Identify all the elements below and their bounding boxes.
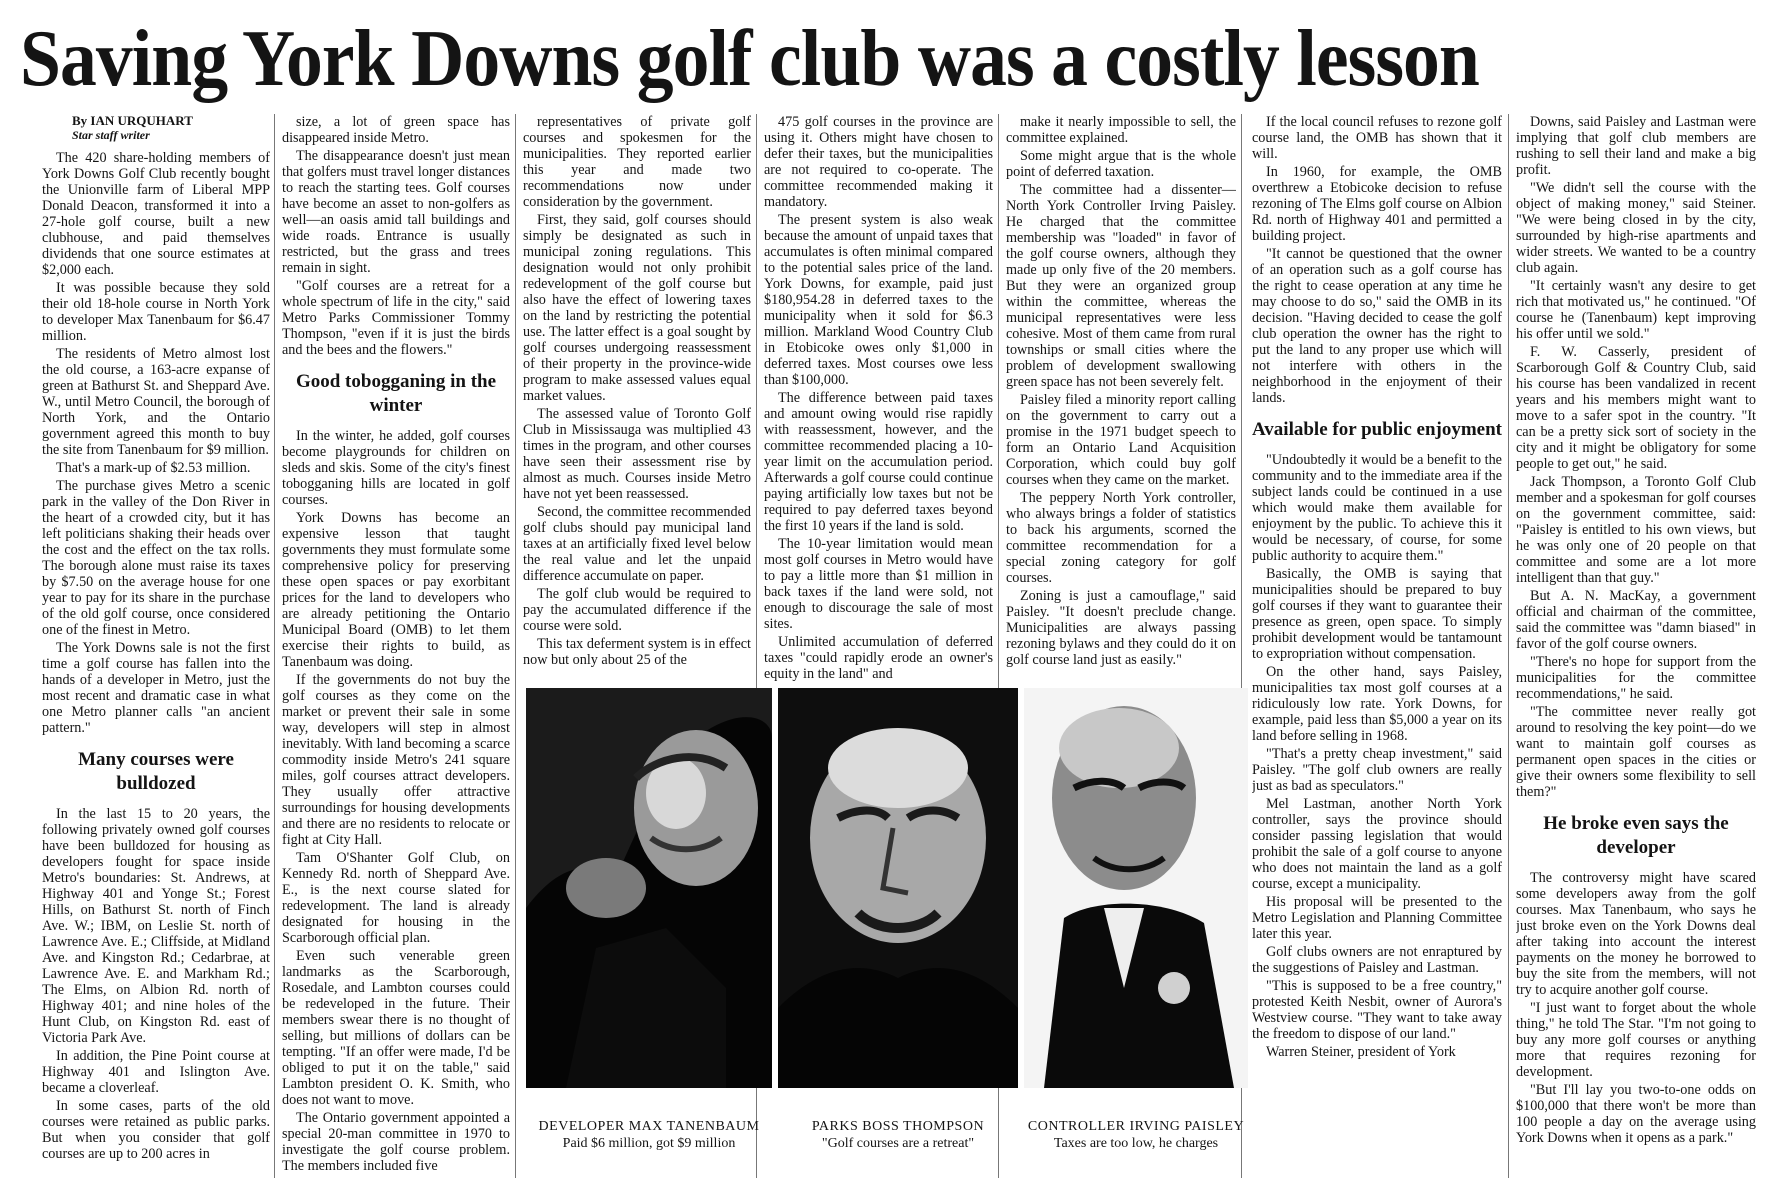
portrait-image — [778, 688, 1018, 1088]
column-body — [1516, 114, 1756, 800]
column-body — [282, 428, 510, 1174]
column-body — [523, 114, 751, 668]
paragraph: But A. N. MacKay, a government official and chairman of the committee, said the committee was "damn biased" in favor of the golf course owners. — [1516, 588, 1756, 652]
paragraph: Even such venerable green landmarks as the Scarborough, Rosedale, and Lambton courses could be redeveloped in the future. Their members swear there is no thought of selling, but millions of dollars can be tempting. "If an offer were made, I'd be obliged to put it on the table," said Lambton president O. K. Smith, who does not want to move. — [282, 948, 510, 1108]
column-rule — [1508, 114, 1509, 1178]
column-body — [1006, 114, 1236, 668]
paragraph: "The committee never really got around to resolving the key point—do we want to maintain golf courses as permanent open spaces in the cities or give their owners some flexibility to sell them?" — [1516, 704, 1756, 800]
paragraph: "But I'll lay you two-to-one odds on $100,000 that there won't be more than 100 people a day on the average using York Downs when it opens as a park." — [1516, 1082, 1756, 1146]
column-body — [764, 114, 993, 682]
byline: By IAN URQUHART — [72, 114, 193, 128]
paragraph: In the winter, he added, golf courses become playgrounds for children on sleds and skis. Some of the city's finest tobogganing hills are located in golf courses. — [282, 428, 510, 508]
paragraph: Mel Lastman, another North York controller, says the province should consider passing legislation that would prohibit the sale of a golf course to anyone who does not maintain the land as a golf course, except a municipality. — [1252, 796, 1502, 892]
paragraph: The residents of Metro almost lost the old course, a 163-acre expanse of green at Bathurst St. and Sheppard Ave. W., until Metro Council, the borough of North York, and the Ontario government agreed this month to buy the site from Tanenbaum for $9 million. — [42, 346, 270, 458]
paragraph: Warren Steiner, president of York — [1266, 1044, 1456, 1060]
photo-tanenbaum — [526, 688, 772, 1088]
caption-text: Paid $6 million, got $9 million — [562, 1136, 736, 1151]
paragraph: Some might argue that is the whole point of deferred taxation. — [1006, 148, 1236, 180]
paragraph: The York Downs sale is not the first time a golf course has fallen into the hands of a developer in Metro, just the most recent and dramatic case in what one Metro planner calls "an ancient pattern." — [42, 640, 270, 736]
article-column-2 — [282, 114, 510, 1178]
paragraph: Basically, the OMB is saying that municipalities should be prepared to buy golf courses if they want to guarantee their presence as green, open space. To simply prohibit development would be tantamount to expropriation without compensation. — [1252, 566, 1502, 662]
paragraph: In the last 15 to 20 years, the following privately owned golf courses have been bulldozed for housing as developers fought for space inside Metro's boundaries: St. Andrews, at Highway 401 and Yonge St.; Forest Hills, on Bathurst St. north of Finch Ave. W.; IBM, on Leslie St. north of Lawrence Ave. E.; Cliffside, at Midland Ave. and Kingston Rd.; Cedarbrae, at Lawrence Ave. E. and Markham Rd.; The Elms, on Albion Rd. north of Highway 401; and nine holes of the Hunt Club, on Kingston Rd. east of Victoria Park Ave. — [42, 806, 270, 1046]
paragraph: F. W. Casserly, president of Scarborough Golf & Country Club, said his course has been vandalized in recent years and his members might want to move to a safer spot in the country. "It can be a pretty sick sort of society in the city and it might be obligatory for some people to get out," he said. — [1516, 344, 1756, 472]
paragraph: If the local council refuses to rezone golf course land, the OMB has shown that it will. — [1252, 114, 1502, 162]
caption-name: PARKS BOSS THOMPSON — [811, 1119, 985, 1134]
photo-caption-tanenbaum — [526, 1118, 772, 1152]
paragraph: First, they said, golf courses should simply be designated as such in municipal zoning regulations. This designation would not only prohibit redevelopment of the golf course but also have the effect of lowering taxes on the land by restricting the potential use. The latter effect is a goal sought by golf courses undergoing reassessment of their property in the province-wide program to make assessed values equal market values. — [523, 212, 751, 404]
column-rule — [515, 114, 516, 1178]
paragraph: "It cannot be questioned that the owner of an operation such as a golf course has the right to cease operation at any time he may choose to do so," said the OMB in its decision. "Having decided to cease the golf club operation the owner has the right to put the land to any proper use which will not interfere with others in the neighborhood in the enjoyment of their lands. — [1252, 246, 1502, 406]
paragraph: "I just want to forget about the whole thing," he told The Star. "I'm not going to buy any more golf courses or anything more that requires rezoning for development. — [1516, 1000, 1756, 1080]
photo-caption-paisley — [1024, 1118, 1248, 1152]
paragraph: "Undoubtedly it would be a benefit to the community and to the immediate area if the subject lands could be continued in a use which would make them available for enjoyment by the public. To achieve this it would be necessary, of course, for some public authority to acquire them." — [1252, 452, 1502, 564]
paragraph: It was possible because they sold their old 18-hole course in North York to developer Max Tanenbaum for $6.47 million. — [42, 280, 270, 344]
column-body — [1516, 870, 1756, 1146]
portrait-image — [526, 688, 772, 1088]
article-column-5 — [1006, 114, 1236, 686]
paragraph: In addition, the Pine Point course at Highway 401 and Islington Ave. became a cloverleaf. — [42, 1048, 270, 1096]
paragraph: The controversy might have scared some developers away from the golf courses. Max Tanenbaum, who says he just broke even on the York Downs deal after taking into account the interest payments on the money he borrowed to buy the site from the members, will not try to acquire another golf course. — [1516, 870, 1756, 998]
column-rule — [274, 114, 275, 1178]
paragraph: In some cases, parts of the old courses were retained as public parks. But when you consider that golf courses are up to 200 acres in — [42, 1098, 270, 1162]
paragraph: Paisley filed a minority report calling on the government to carry out a promise in the 1971 budget speech to form an Ontario Land Acquisition Corporation, which could buy golf courses when they came on the market. — [1006, 392, 1236, 488]
paragraph: The present system is also weak because the amount of unpaid taxes that accumulates is often minimal compared to the potential sales price of the land. York Downs, for example, paid just $180,954.28 in deferred taxes to the municipality when it sold for $6.3 million. Markland Wood Country Club in Etobicoke owes only $1,000 in deferred taxes. Most courses owe less than $100,000. — [764, 212, 993, 388]
subhead-tobogganing: Good tobogganing in the winter — [295, 371, 497, 416]
column-body — [1252, 114, 1502, 406]
paragraph: York Downs has become an expensive lesson that taught governments they must formulate some comprehensive policy for preserving these open spaces or pay exorbitant prices for the land to developers who are already petitioning the Ontario Municipal Board (OMB) to let them exercise their rights to build, as Tanenbaum was doing. — [282, 510, 510, 670]
paragraph: The 420 share-holding members of York Downs Golf Club recently bought the Unionville farm of Liberal MPP Donald Deacon, transformed it into a 27-hole golf course, built a new clubhouse, and paid themselves dividends that one source estimates at $2,000 each. — [42, 150, 270, 278]
paragraph: The disappearance doesn't just mean that golfers must travel longer distances to reach the starting tees. Golf courses have become an asset to non-golfers as well—an oasis amid tall buildings and wide roads. Entrance is usually restricted, but the grass and trees remain in sight. — [282, 148, 510, 276]
paragraph: "We didn't sell the course with the object of making money," said Steiner. "We were being closed in by the city, surrounded by high-rise apartments and wider streets. We wanted to be a country club again. — [1516, 180, 1756, 276]
article-column-7 — [1516, 114, 1756, 1178]
caption-text: Taxes are too low, he charges — [1053, 1136, 1219, 1151]
headline: Saving York Downs golf club was a costly lesson — [20, 15, 1479, 103]
photo-paisley — [1024, 688, 1248, 1088]
photo-caption-thompson — [778, 1118, 1018, 1152]
paragraph: Second, the committee recommended golf clubs should pay municipal land taxes at an artificially fixed level below the real value and let the unpaid difference accumulate on paper. — [523, 504, 751, 584]
paragraph: If the governments do not buy the golf courses as they come on the market or prevent their sale in some way, developers will step in almost inevitably. With land becoming a scarce commodity inside Metro's 241 square miles, golf courses attract developers. They usually offer attractive surroundings for housing developments and there are no residents to relocate or fight at City Hall. — [282, 672, 510, 848]
caption-text: "Golf courses are a retreat" — [821, 1136, 975, 1151]
subhead-many-courses: Many courses were bulldozed — [78, 749, 234, 794]
paragraph: Zoning is just a camouflage," said Paisley. "It doesn't preclude change. Municipalities are always passing rezoning bylaws and they could do it on golf course land just as easily." — [1006, 588, 1236, 668]
column-body — [42, 150, 270, 736]
article-column-3 — [523, 114, 751, 686]
paragraph: On the other hand, says Paisley, municipalities tax most golf courses at a ridiculously low rate. York Downs, for example, paid less than $5,000 a year on its land before selling in 1968. — [1252, 664, 1502, 744]
column-body — [42, 806, 270, 1162]
byline-role: Star staff writer — [72, 128, 150, 142]
paragraph: The purchase gives Metro a scenic park in the valley of the Don River in the heart of a crowded city, but it has left politicians shaking their heads over the cost and the effect on the tax rolls. The borough alone must raise its taxes by $7.50 on the average house for one year to pay for its share in the purchase of the old golf course, once considered one of the finest in Metro. — [42, 478, 270, 638]
paragraph: Golf clubs owners are not enraptured by the suggestions of Paisley and Lastman. — [1252, 944, 1502, 976]
paragraph: "This is supposed to be a free country," protested Keith Nesbit, owner of Aurora's Westview course. "They want to take away the freedom to dispose of our land." — [1252, 978, 1502, 1042]
paragraph: Unlimited accumulation of deferred taxes "could rapidly erode an owner's equity in the land" and — [764, 634, 993, 682]
paragraph: In 1960, for example, the OMB overthrew a Etobicoke decision to refuse rezoning of The Elms golf course on Albion Rd. north of Highway 401 and permitted a building project. — [1252, 164, 1502, 244]
paragraph: Downs, said Paisley and Lastman were implying that golf club members are rushing to sell their land and make a big profit. — [1516, 114, 1756, 178]
subhead-broke-even: He broke even says the developer — [1543, 813, 1729, 858]
paragraph: That's a mark-up of $2.53 million. — [56, 460, 251, 476]
article-column-6 — [1252, 114, 1502, 1178]
paragraph: size, a lot of green space has disappeared inside Metro. — [282, 114, 510, 146]
paragraph: "That's a pretty cheap investment," said Paisley. "The golf club owners are really just as bad as speculators." — [1252, 746, 1502, 794]
paragraph: His proposal will be presented to the Metro Legislation and Planning Committee later this year. — [1252, 894, 1502, 942]
paragraph: Jack Thompson, a Toronto Golf Club member and a spokesman for golf courses on the government committee, said: "Paisley is entitled to his own views, but he was only one of 20 people on that committee and some are a lot more intelligent than that guy." — [1516, 474, 1756, 586]
article-column-4 — [764, 114, 993, 686]
photo-thompson — [778, 688, 1018, 1088]
caption-name: DEVELOPER MAX TANENBAUM — [538, 1119, 760, 1134]
column-body — [1252, 452, 1502, 1060]
paragraph: representatives of private golf courses and spokesmen for the municipalities. They reported earlier this year and made two recommendations now under consideration by the government. — [523, 114, 751, 210]
column-body — [282, 114, 510, 358]
paragraph: "Golf courses are a retreat for a whole spectrum of life in the city," said Metro Parks Commissioner Tommy Thompson, "even if it is just the birds and the bees and the flowers." — [282, 278, 510, 358]
paragraph: The difference between paid taxes and amount owing would rise rapidly with reassessment, however, and the committee recommended placing a 10-year limit on the accumulation period. Afterwards a golf course could continue paying artificially low taxes but not be required to pay deferred taxes beyond the first 10 years if the land is sold. — [764, 390, 993, 534]
caption-name: CONTROLLER IRVING PAISLEY — [1027, 1119, 1245, 1134]
article-column-1 — [42, 114, 270, 1178]
paragraph: The committee had a dissenter—North York Controller Irving Paisley. He charged that the committee membership was "loaded" in favor of the golf course owners, although they made up only five of the 20 members. But they were an organized group within the committee, whereas the municipal representatives were less cohesive. Most of them came from rural townships or small cities where the problem of development swallowing green space has not been severely felt. — [1006, 182, 1236, 390]
paragraph: The Ontario government appointed a special 20-man committee in 1970 to investigate the golf course problem. The members included five — [282, 1110, 510, 1174]
paragraph: "There's no hope for support from the municipalities for the committee recommendations," he said. — [1516, 654, 1756, 702]
subhead-public-enjoyment: Available for public enjoyment — [1252, 419, 1502, 440]
portrait-image — [1024, 688, 1248, 1088]
paragraph: The 10-year limitation would mean most golf courses in Metro would have to pay a little more than $1 million in back taxes if the land were sold, not enough to discourage the sale of most sites. — [764, 536, 993, 632]
paragraph: make it nearly impossible to sell, the committee explained. — [1006, 114, 1236, 146]
paragraph: The golf club would be required to pay the accumulated difference if the course were sold. — [523, 586, 751, 634]
paragraph: 475 golf courses in the province are using it. Others might have chosen to defer their taxes, but the municipalities are not required to co-operate. The committee recommended making it mandatory. — [764, 114, 993, 210]
paragraph: "It certainly wasn't any desire to get rich that motivated us," he continued. "Of course he (Tanenbaum) kept improving his offer until we sold." — [1516, 278, 1756, 342]
paragraph: The assessed value of Toronto Golf Club in Mississauga was multiplied 43 times in the program, and other courses have seen their assessment rise by almost as much. Courses inside Metro have not yet been reassessed. — [523, 406, 751, 502]
paragraph: The peppery North York controller, who always brings a folder of statistics to back his arguments, scorned the committee recommendation for a special zoning category for golf courses. — [1006, 490, 1236, 586]
paragraph: This tax deferment system is in effect now but only about 25 of the — [523, 636, 751, 668]
paragraph: Tam O'Shanter Golf Club, on Kennedy Rd. north of Sheppard Ave. E., is the next course slated for redevelopment. The land is already designated for housing in the Scarborough official plan. — [282, 850, 510, 946]
